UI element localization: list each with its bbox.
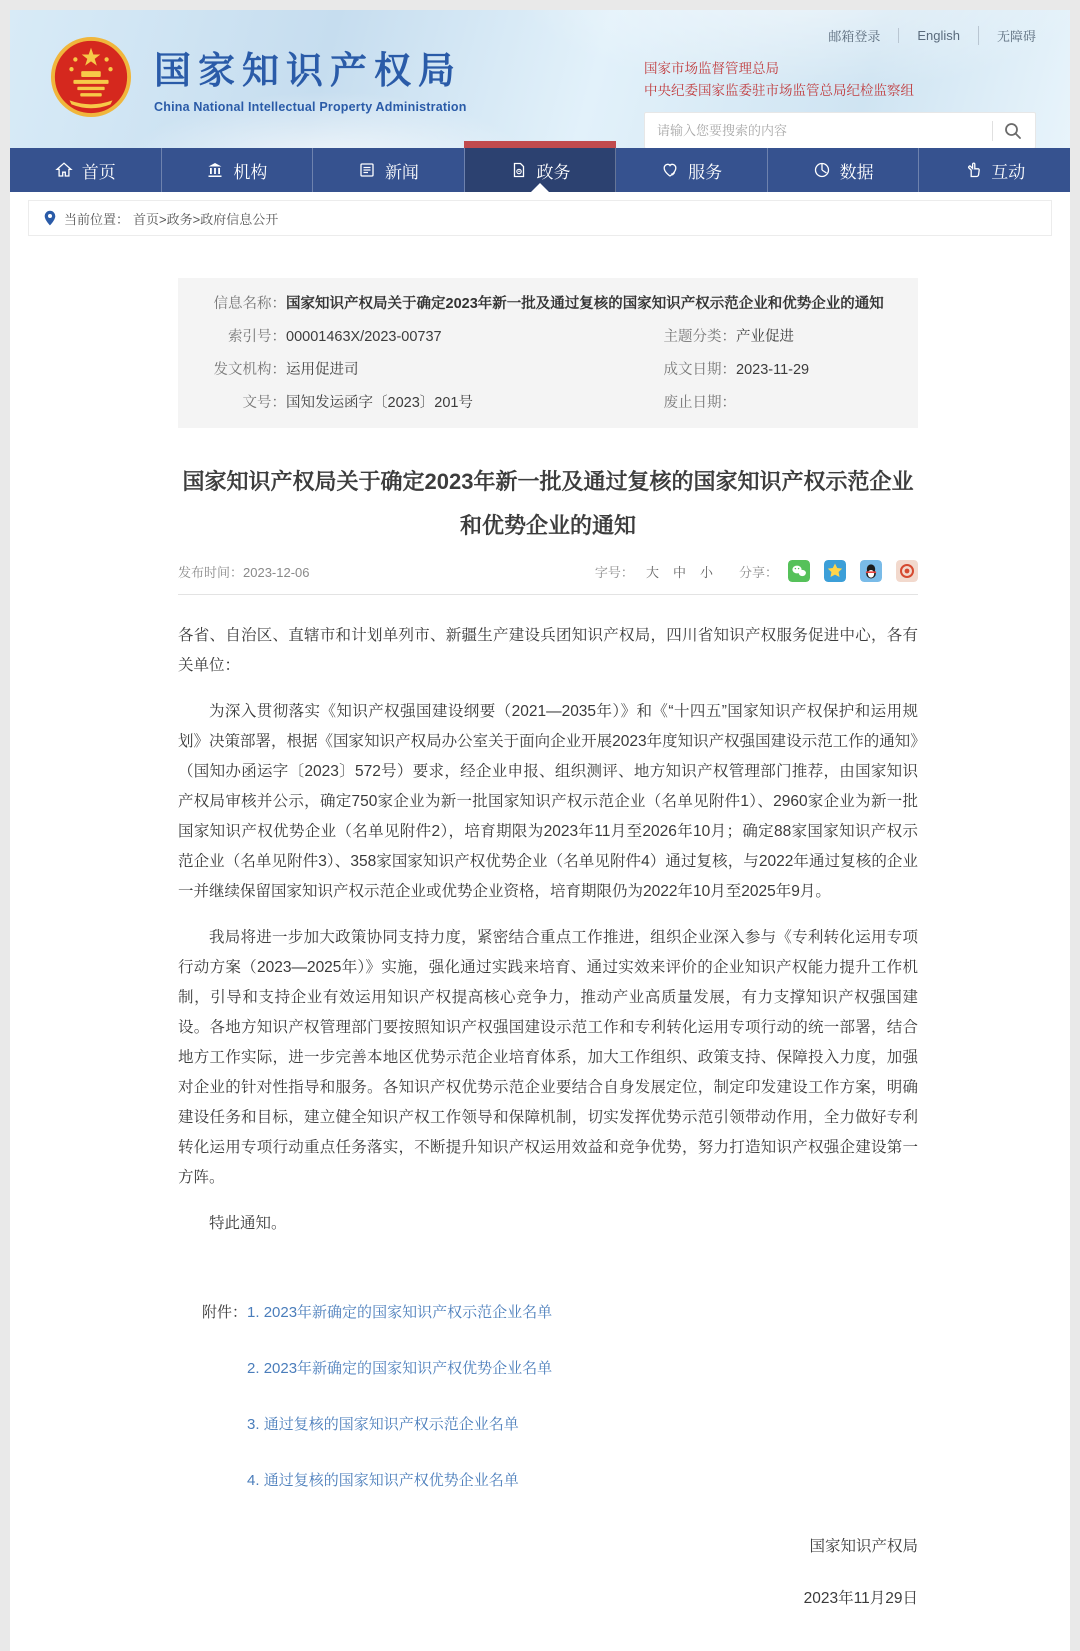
nav-tab-orgs[interactable] <box>162 148 314 192</box>
font-size-label: 字号： <box>594 564 634 580</box>
info-label: 信息名称： <box>213 296 286 312</box>
info-label: 成文日期： <box>663 362 736 378</box>
signature-block <box>178 1535 918 1651</box>
search-icon[interactable] <box>1003 121 1023 141</box>
search-box <box>644 112 1036 149</box>
document-info-table <box>178 278 918 428</box>
nav-tab-label: 新闻 <box>384 162 419 182</box>
nav-tab-data[interactable] <box>768 148 920 192</box>
nav-tab-home[interactable] <box>10 148 162 192</box>
service-heart-icon <box>661 161 679 179</box>
mail-login-link[interactable]: 邮箱登录 <box>828 29 881 44</box>
org-link-discipline[interactable]: 中央纪委国家监委驻市场监管总局纪检监察组 <box>644 83 914 98</box>
info-value-category: 产业促进 <box>736 329 794 345</box>
top-links <box>644 26 1036 45</box>
site-brand[interactable] <box>50 36 467 118</box>
site-title-en: China National Intellectual Property Administration <box>154 100 467 114</box>
page-title-line1: 国家知识产权局关于确定2023年新一批及通过复核的国家知识产权示范企业 <box>182 469 914 494</box>
nav-tab-interaction[interactable] <box>919 148 1070 192</box>
nav-tab-label: 首页 <box>81 162 116 182</box>
page <box>10 10 1070 1651</box>
salutation: 各省、自治区、直辖市和计划单列市、新疆生产建设兵团知识产权局，四川省知识产权服务促进中心，各有关单位： <box>178 627 918 674</box>
search-divider <box>992 121 993 141</box>
info-label: 发文机构： <box>213 362 286 378</box>
info-label: 文号： <box>242 395 286 411</box>
attachments-section <box>178 1301 918 1493</box>
nav-tab-news[interactable] <box>313 148 465 192</box>
paragraph-2: 我局将进一步加大政策协同支持力度，紧密结合重点工作推进，组织企业深入参与《专利转化运用专项行动方案（2023—2025年）》实施，强化通过实践来培育、通过实效来评价的企业知识产权能力提升工作机制，引导和支持企业有效运用知识产权提高核心竞争力，推动产业高质量发展，有力支撑知识产权强国建设。各地方知识产权管理部门要按照知识产权强国建设示范工作和专利转化运用专项行动的统一部署，结合地方工作实际，进一步完善本地区优势示范企业培育体系，加大工作组织、政策支持、保障投入力度，加强对企业的针对性指导和服务。各知识产权优势示范企业要结合自身发展定位，制定印发建设工作方案，明确建设任务和目标，建立健全知识产权工作领导和保障机制，切实发挥优势示范引领带动作用，全力做好专利转化运用专项行动重点任务落实，不断提升知识产权运用效益和竞争优势，努力打造知识产权强企建设第一方阵。 <box>178 929 918 1186</box>
attachments-label: 附件： <box>202 1304 248 1321</box>
brand-text <box>154 40 467 114</box>
header-right <box>644 26 1036 149</box>
info-value-issuer: 运用促进司 <box>286 362 359 378</box>
publish-time <box>178 562 310 581</box>
font-size-medium-button[interactable]: 中 <box>672 564 686 580</box>
breadcrumb-path[interactable]: 首页>政务>政府信息公开 <box>133 211 279 227</box>
publish-time-label: 发布时间： <box>178 564 244 580</box>
share-icons <box>788 560 918 582</box>
site-header <box>10 10 1070 148</box>
attachments-list <box>247 1301 552 1493</box>
breadcrumb <box>28 200 1052 236</box>
pie-chart-icon <box>813 161 831 179</box>
info-label: 废止日期： <box>663 395 736 411</box>
publish-time-value: 2023-12-06 <box>243 564 310 580</box>
attachment-link-2[interactable]: 2. 2023年新确定的国家知识产权优势企业名单 <box>247 1360 553 1377</box>
info-value-written-date: 2023-11-29 <box>736 362 810 378</box>
national-emblem-icon <box>50 36 132 118</box>
signature-date: 2023年11月29日 <box>803 1590 918 1607</box>
paragraph-1: 为深入贯彻落实《知识产权强国建设纲要（2021—2035年）》和《“十四五”国家知识产权保护和运用规划》决策部署，根据《国家知识产权局办公室关于面向企业开展2023年度知识产权强国建设示范工作的通知》（国知办函运字〔2023〕572号）要求，经企业申报、组织测评、地方知识产权管理部门推荐，由国家知识产权局审核并公示，确定750家企业为新一批国家知识产权示范企业（名单见附件1）、2960家企业为新一批国家知识产权优势企业（名单见附件2），培育期限为2023年11月至2026年10月；确定88家国家知识产权示范企业（名单见附件3）、358家国家知识产权优势企业（名单见附件4）通过复核，与2022年通过复核的企业一并继续保留国家知识产权示范企业或优势企业资格，培育期限仍为2022年10月至2025年9月。 <box>178 703 918 900</box>
info-row <box>178 387 918 420</box>
nav-tab-label: 机构 <box>233 162 268 182</box>
info-row-name <box>178 288 918 321</box>
qzone-icon[interactable] <box>824 560 846 582</box>
weibo-icon[interactable] <box>896 560 918 582</box>
article-body <box>178 621 918 1239</box>
location-pin-icon <box>43 210 57 226</box>
closing-line: 特此通知。 <box>209 1215 287 1232</box>
attachment-link-1[interactable]: 1. 2023年新确定的国家知识产权示范企业名单 <box>247 1304 553 1321</box>
main-nav <box>10 148 1070 192</box>
hand-pointer-icon <box>964 161 982 179</box>
document-icon <box>510 161 528 179</box>
wechat-icon[interactable] <box>788 560 810 582</box>
info-value-repeal-date <box>736 387 744 420</box>
share-label: 分享： <box>738 564 778 580</box>
page-title <box>178 460 918 548</box>
site-title: 国家知识产权局 <box>154 50 462 91</box>
article-content <box>178 278 918 1651</box>
font-size-small-button[interactable]: 小 <box>699 564 713 580</box>
attachment-link-3[interactable]: 3. 通过复核的国家知识产权示范企业名单 <box>247 1416 519 1433</box>
nav-tab-services[interactable] <box>616 148 768 192</box>
nav-tab-label: 政务 <box>536 162 571 182</box>
page-title-line2: 和优势企业的通知 <box>459 513 636 538</box>
org-link-samr[interactable]: 国家市场监督管理总局 <box>644 61 779 76</box>
bank-icon <box>206 161 224 179</box>
breadcrumb-label: 当前位置： <box>64 211 130 227</box>
nav-tab-label: 数据 <box>839 162 874 182</box>
info-row <box>178 321 918 354</box>
attachment-link-4[interactable]: 4. 通过复核的国家知识产权优势企业名单 <box>247 1472 519 1489</box>
font-size-large-button[interactable]: 大 <box>645 564 659 580</box>
article-meta <box>178 560 918 595</box>
nav-tab-government[interactable] <box>465 148 617 192</box>
info-value-doc-number: 国知发运函字〔2023〕201号 <box>286 395 473 411</box>
home-icon <box>55 161 73 179</box>
info-label: 主题分类： <box>663 329 736 345</box>
info-label: 索引号： <box>228 329 286 345</box>
related-orgs <box>644 58 1036 102</box>
english-link[interactable]: English <box>898 28 978 43</box>
search-input[interactable] <box>657 123 982 138</box>
signature-org: 国家知识产权局 <box>809 1538 918 1555</box>
nav-tab-label: 服务 <box>688 162 723 182</box>
accessibility-link[interactable]: 无障碍 <box>978 26 1036 45</box>
nav-tab-label: 互动 <box>991 162 1026 182</box>
qq-icon[interactable] <box>860 560 882 582</box>
info-row <box>178 354 918 387</box>
info-value-name: 国家知识产权局关于确定2023年新一批及通过复核的国家知识产权示范企业和优势企业的通知 <box>286 296 884 312</box>
info-value-index: 00001463X/2023-00737 <box>286 329 442 345</box>
news-icon <box>358 161 376 179</box>
